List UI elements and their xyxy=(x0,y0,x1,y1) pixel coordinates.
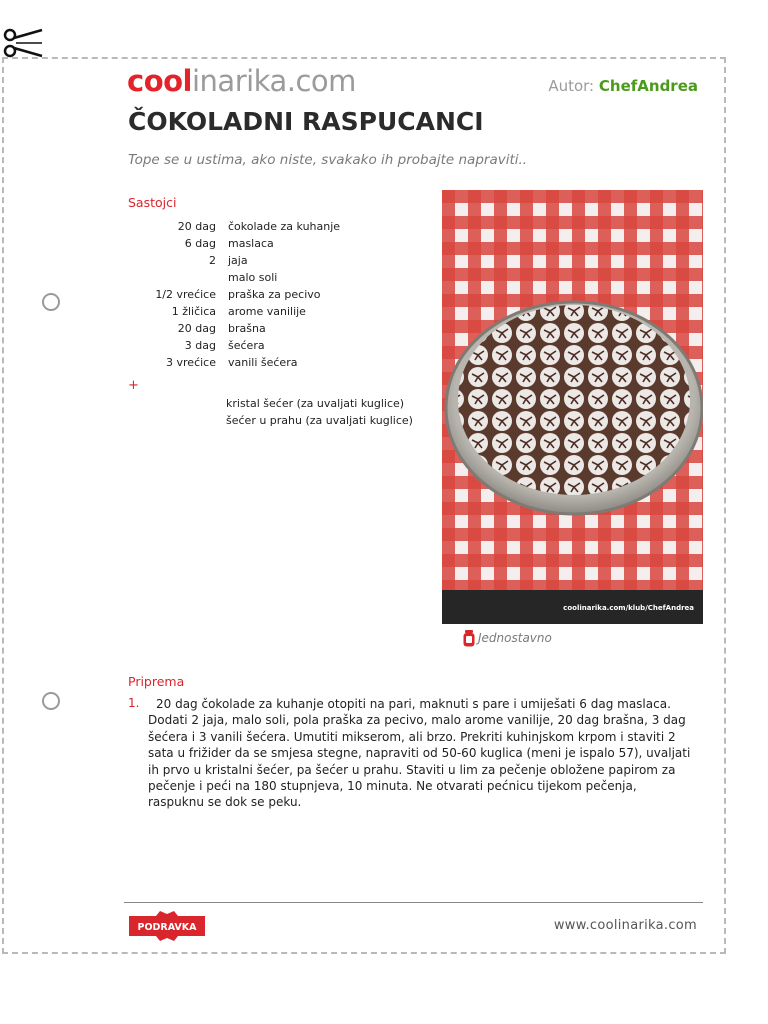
ingredient-row xyxy=(128,337,340,354)
footer-divider xyxy=(124,902,703,903)
recipe-photo xyxy=(442,190,703,624)
extra-ingredient: kristal šećer (za uvaljati kuglice) xyxy=(226,397,405,410)
ingredient-row xyxy=(128,286,340,303)
ingredient-name: brašna xyxy=(228,322,266,335)
extra-ingredient: šećer u prahu (za uvaljati kuglice) xyxy=(226,414,413,427)
ingredient-quantity: 1 žličica xyxy=(171,305,216,318)
ingredient-row xyxy=(128,303,340,320)
website-link[interactable]: www.coolinarika.com xyxy=(553,918,697,933)
coolinarika-logo[interactable]: coolinarika.com xyxy=(127,64,356,98)
ingredient-name: arome vanilije xyxy=(228,305,306,318)
ingredient-name: maslaca xyxy=(228,237,274,250)
jar-icon xyxy=(463,630,475,647)
ingredient-row xyxy=(128,269,340,286)
recipe-title: ČOKOLADNI RASPUCANCI xyxy=(128,107,484,136)
punch-hole-bottom xyxy=(42,692,60,710)
ingredient-quantity: 20 dag xyxy=(177,220,216,233)
ingredient-name: vanili šećera xyxy=(228,356,298,369)
author-name-link[interactable]: ChefAndrea xyxy=(598,77,698,95)
step-text: 20 dag čokolade za kuhanje otopiti na pari, maknuti s pare i umiješati 6 dag maslaca. Dodati 2 jaja, malo soli, pola praška za pecivo, malo arome vanilije, 20 dag brašna, 3 dag šećera i 3 vanili šećera. Umutiti mikserom, ali brzo. Prekriti kuhinjskom krpom i staviti 2 sata u frižider da se smjesa stegne, napraviti od 50-60 kuglica (meni je ispalo 57), uvaljati ih prvo u kristalni šećer, pa šećer u prahu. Staviti u lim za pečenje obložene papirom za pečenje i peći na 180 stupnjeva, 10 minuta. Ne otvarati pećnicu tijekom pečenja, raspuknu se dok se peku. xyxy=(148,697,691,810)
step-number: 1. xyxy=(128,696,140,710)
ingredient-quantity: 3 dag xyxy=(184,339,216,352)
author-label: Autor: xyxy=(548,77,595,95)
ingredient-name: jaja xyxy=(228,254,248,267)
difficulty-indicator xyxy=(463,630,552,647)
ingredient-row xyxy=(128,320,340,337)
author-line xyxy=(548,77,698,95)
ingredient-quantity: 2 xyxy=(209,254,216,267)
recipe-subtitle: Tope se u ustima, ako niste, svakako ih probajte napraviti.. xyxy=(128,152,528,168)
difficulty-label: Jednostavno xyxy=(478,631,552,645)
preparation-heading: Priprema xyxy=(128,674,185,689)
ingredients-heading: Sastojci xyxy=(128,195,177,210)
ingredient-row xyxy=(128,354,340,371)
ingredient-name: šećera xyxy=(228,339,265,352)
ingredient-quantity: 3 vrećice xyxy=(166,356,216,369)
podravka-logo[interactable] xyxy=(126,910,208,942)
ingredient-quantity: 6 dag xyxy=(184,237,216,250)
ingredients-table xyxy=(128,218,340,371)
ingredient-quantity: 1/2 vrećice xyxy=(155,288,216,301)
extra-ingredients-marker: + xyxy=(128,378,139,393)
ingredient-name: praška za pecivo xyxy=(228,288,321,301)
ingredient-row xyxy=(128,218,340,235)
podravka-logo-text: PODRAVKA xyxy=(137,922,197,933)
ingredient-name: malo soli xyxy=(228,271,278,284)
ingredient-name: čokolade za kuhanje xyxy=(228,220,341,233)
ingredient-quantity: 20 dag xyxy=(177,322,216,335)
ingredient-row xyxy=(128,252,340,269)
photo-watermark: coolinarika.com/klub/ChefAndrea xyxy=(563,604,694,612)
ingredient-row xyxy=(128,235,340,252)
punch-hole-top xyxy=(42,293,60,311)
ingredient-quantity xyxy=(128,269,228,286)
scissors-icon xyxy=(2,22,44,62)
